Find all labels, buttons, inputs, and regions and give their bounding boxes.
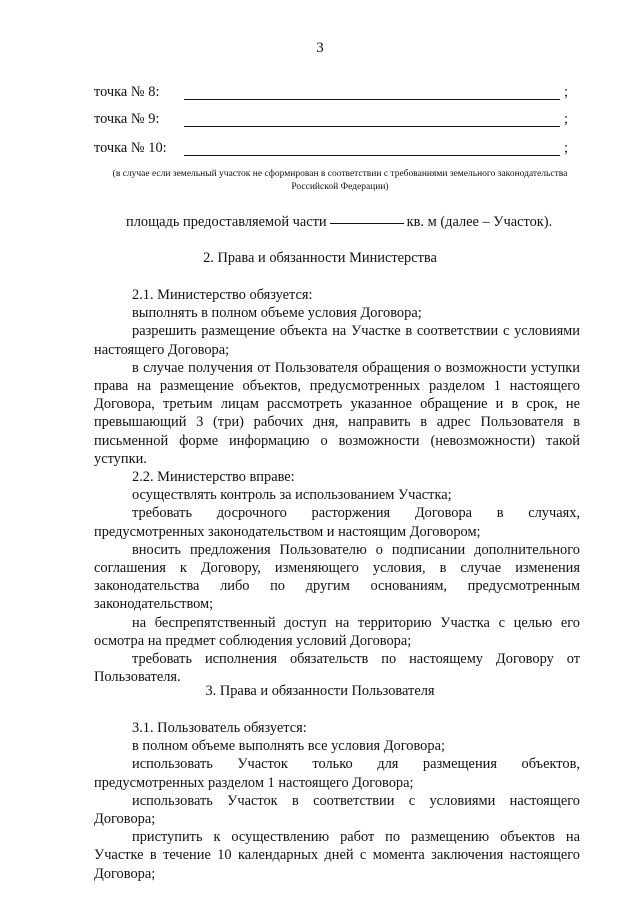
point-label: точка № 8: bbox=[94, 84, 160, 100]
section-2-body bbox=[94, 286, 580, 686]
paragraph: требовать досрочного расторжения Договора в случаях, предусмотренных законодательством и настоящим Договором; bbox=[94, 505, 580, 540]
paragraph: 2.2. Министерство вправе: bbox=[132, 469, 295, 486]
blank-line bbox=[184, 155, 560, 156]
paragraph: 2.1. Министерство обязуется: bbox=[132, 287, 313, 303]
paragraph: на беспрепятственный доступ на территорию Участка с целью его осмотра на предмет соблюдения условий Договора; bbox=[94, 614, 580, 649]
area-blank bbox=[330, 223, 404, 224]
paragraph: требовать исполнения обязательств по настоящему Договору от Пользователя. bbox=[94, 651, 580, 686]
paragraph: вносить предложения Пользователю о подписании дополнительного соглашения к Договору, изменяющего условия, в случае изменения законодательства либо по другим основаниям, предусмотренным законодательством; bbox=[94, 541, 580, 613]
area-line: площадь предоставляемой части кв. м (далее – Участок). bbox=[126, 214, 553, 230]
paragraph: в случае получения от Пользователя обращения о возможности уступки права на размещение объектов, предусмотренных разделом 1 настоящего Договора, третьим лицам рассмотреть указанное обращение и в срок, не превышающий 3 (три) рабочих дня, направить в адрес Пользователя в письменной форме информацию о возможности (невозможности) такой уступки. bbox=[94, 359, 580, 467]
point-label: точка № 10: bbox=[94, 140, 167, 156]
point-label: точка № 9: bbox=[94, 111, 160, 127]
page-number: 3 bbox=[316, 40, 324, 56]
section-3-body bbox=[94, 719, 580, 883]
paragraph: приступить к осуществлению работ по размещению объектов на Участке в течение 10 календарных дней с момента заключения настоящего Договора; bbox=[94, 829, 580, 882]
paragraph: использовать Участок только для размещения объектов, предусмотренных разделом 1 настоящего Договора; bbox=[94, 756, 580, 791]
point-line-9: точка № 9: ; bbox=[94, 111, 568, 127]
paragraph: 3.1. Пользователь обязуется: bbox=[132, 720, 307, 736]
paragraph: разрешить размещение объекта на Участке в соответствии с условиями настоящего Договора; bbox=[94, 323, 580, 358]
footnote: (в случае если земельный участок не сформирован в соответствии с требованиями земельного законодательства Российской Федерации) bbox=[112, 169, 568, 192]
paragraph: выполнять в полном объеме условия Договора; bbox=[132, 305, 422, 322]
paragraph: в полном объеме выполнять все условия Договора; bbox=[132, 738, 445, 755]
blank-line bbox=[184, 99, 560, 100]
section-2-heading: 2. Права и обязанности Министерства bbox=[203, 250, 437, 266]
point-line-10: точка № 10: ; bbox=[94, 140, 568, 156]
paragraph: осуществлять контроль за использованием Участка; bbox=[132, 487, 452, 504]
section-3-heading: 3. Права и обязанности Пользователя bbox=[205, 683, 435, 699]
point-line-8: точка № 8: ; bbox=[94, 84, 568, 100]
paragraph: использовать Участок в соответствии с условиями настоящего Договора; bbox=[94, 792, 580, 828]
blank-line bbox=[184, 126, 560, 127]
